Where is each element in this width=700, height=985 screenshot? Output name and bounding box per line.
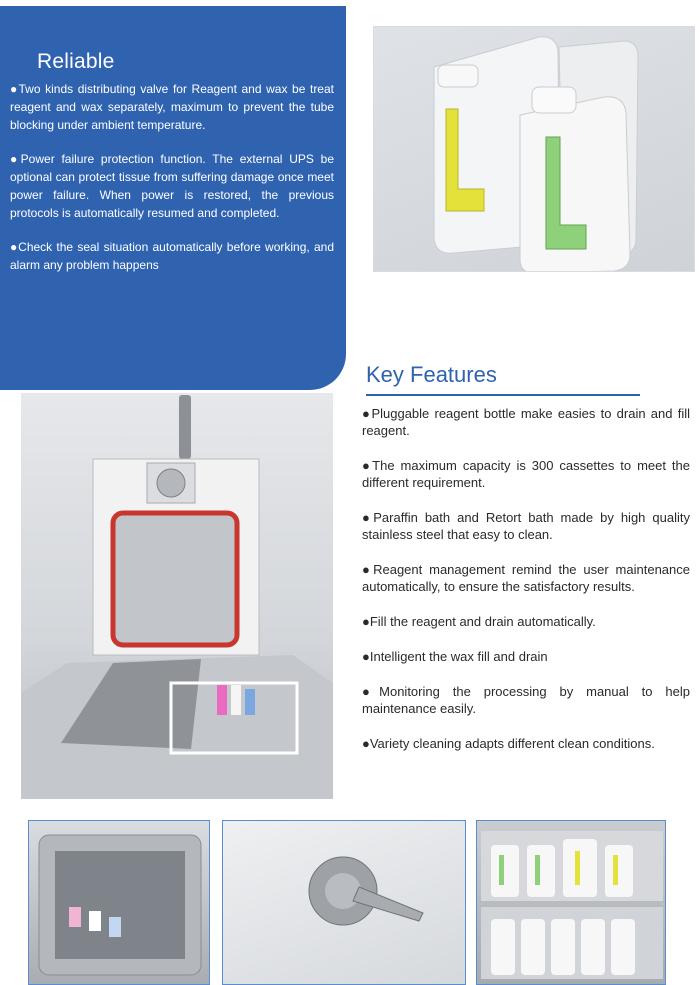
list-item: ●Fill the reagent and drain automatically. [362,614,596,629]
reagent-cabinet-illustration [477,821,666,985]
list-item: ●Reagent management remind the user maintenance automatically, to ensure the satisfactory results. [362,562,690,594]
list-item: ●Intelligent the wax fill and drain [362,649,548,664]
list-item: ●Variety cleaning adapts different clean conditions. [362,736,655,751]
list-item: ●Paraffin bath and Retort bath made by high quality stainless steel that easy to clean. [362,510,690,542]
reagent-bottles-photo [373,26,695,272]
reliable-paragraph-2: ●Power failure protection function. The external UPS be optional can protect tissue from suffering damage once meet power failure. When power is restored, the previous protocols is automatically resumed and completed. [10,152,334,220]
list-item: ●Monitoring the processing by manual to help maintenance easily. [362,684,690,716]
tissue-processor-illustration [21,393,333,799]
tissue-processor-photo [21,393,333,799]
key-features-list [362,405,690,770]
list-item: ●The maximum capacity is 300 cassettes to meet the different requirement. [362,458,690,490]
reliable-paragraph-1: ●Two kinds distributing valve for Reagent and wax be treat reagent and wax separately, maximum to prevent the tube blocking under ambient temperature. [10,82,334,132]
reliable-paragraph-3: ●Check the seal situation automatically before working, and alarm any problem happens [10,240,334,272]
connector-nozzle-illustration [223,821,466,985]
key-features-title: Key Features [366,362,497,387]
connector-nozzle-photo [222,820,466,985]
list-item: ●Pluggable reagent bottle make easies to drain and fill reagent. [362,406,690,438]
retort-bath-illustration [29,821,210,985]
key-features-divider [366,394,640,396]
reliable-panel [0,6,346,390]
reagent-cabinet-photo [476,820,666,985]
reagent-bottles-illustration [374,27,695,272]
reliable-title: Reliable [37,50,115,73]
retort-bath-photo [28,820,210,985]
